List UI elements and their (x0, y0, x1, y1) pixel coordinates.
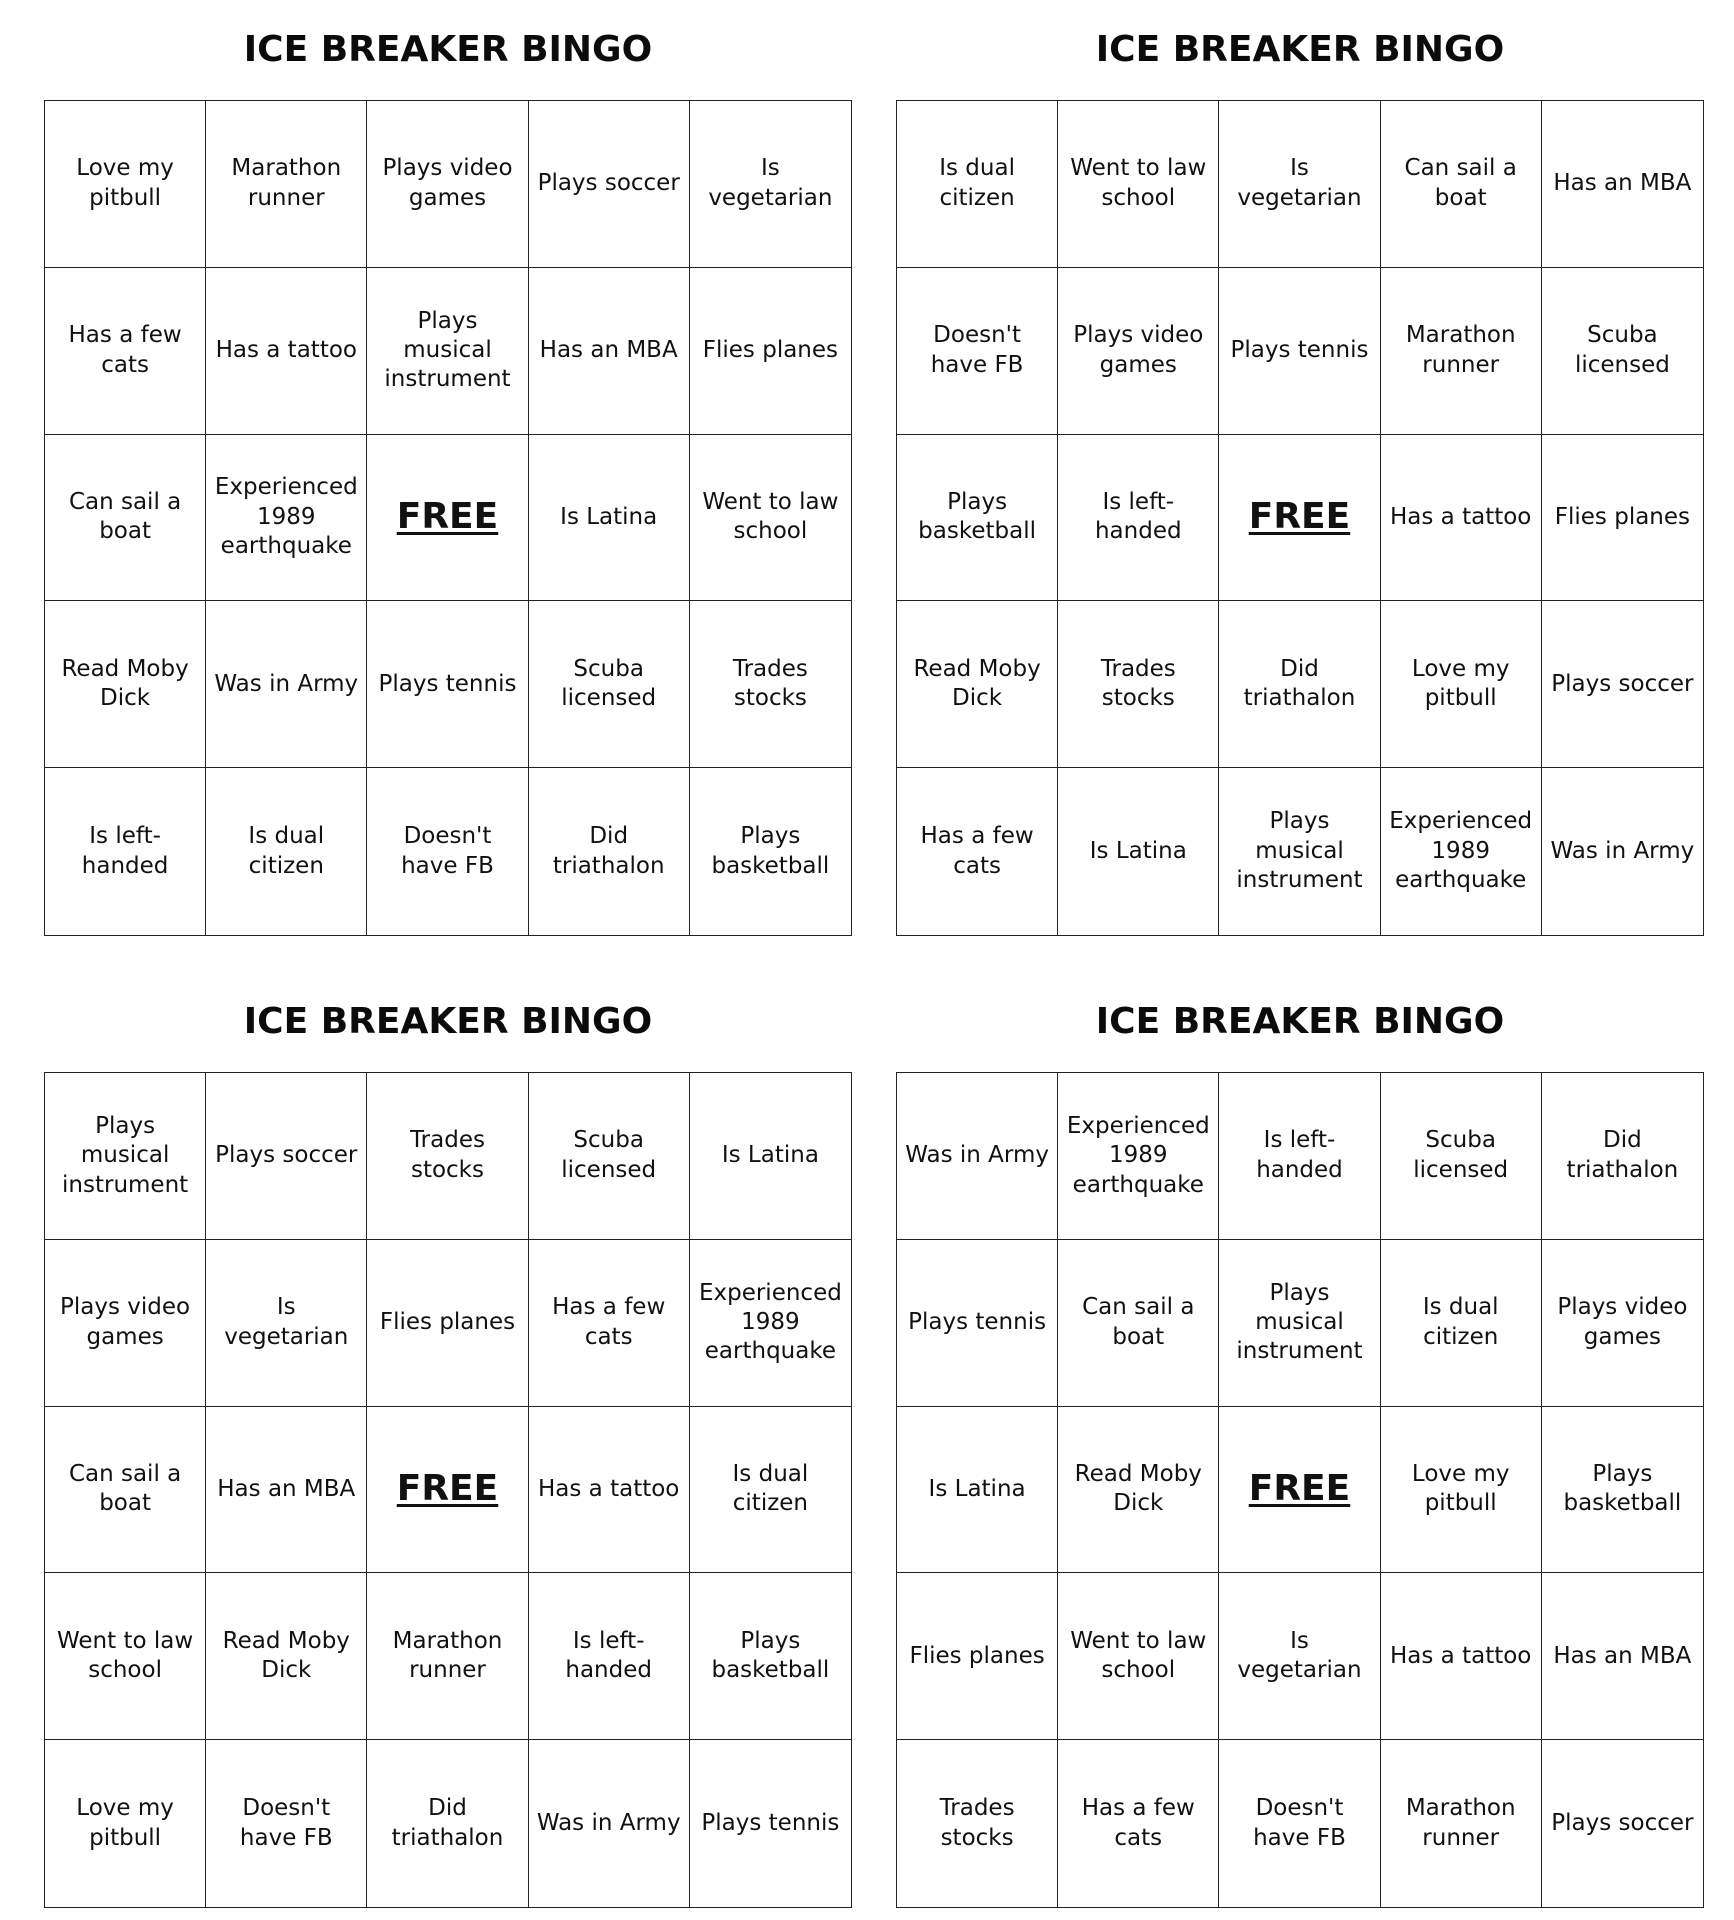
bingo-cell: Has an MBA (529, 268, 690, 435)
bingo-cell: Went to law school (690, 435, 851, 602)
bingo-cell: Doesn't have FB (206, 1740, 367, 1907)
bingo-cell: Trades stocks (1058, 601, 1219, 768)
bingo-cell: Scuba licensed (529, 601, 690, 768)
bingo-cell: Plays basketball (711, 823, 830, 879)
bingo-cell: Love my pitbull (45, 1740, 206, 1907)
bingo-cell: Plays soccer (1542, 601, 1703, 768)
bingo-cell: Plays video games (367, 101, 528, 268)
bingo-cell: Flies planes (897, 1573, 1058, 1740)
bingo-cell: Was in Army (1550, 837, 1695, 864)
bingo-cell: Has a few cats (897, 768, 1058, 935)
bingo-cell: Is vegetarian (1219, 1573, 1380, 1740)
bingo-grid (896, 1072, 1704, 1908)
bingo-cell: Trades stocks (897, 1740, 1058, 1907)
bingo-cell: Is left-handed (1058, 435, 1219, 602)
bingo-cell: Is left-handed (45, 768, 206, 935)
bingo-cell: Plays tennis (1219, 268, 1380, 435)
bingo-cell: Is dual citizen (897, 101, 1058, 268)
bingo-cell: Read Moby Dick (1058, 1407, 1219, 1574)
bingo-cell: Love my pitbull (45, 101, 206, 268)
bingo-cell: Marathon runner (367, 1573, 528, 1740)
bingo-cell: Marathon runner (206, 101, 367, 268)
bingo-cell: Can sail a boat (1381, 101, 1542, 268)
bingo-cell: Has a tattoo (206, 268, 367, 435)
bingo-cell: Trades stocks (690, 601, 851, 768)
bingo-cell: Has a tattoo (1381, 435, 1542, 602)
bingo-cell: Has a few cats (529, 1240, 690, 1407)
bingo-cell: Plays tennis (701, 1809, 840, 1836)
bingo-cell: Scuba licensed (1542, 268, 1703, 435)
bingo-cell: Marathon runner (1381, 1740, 1542, 1907)
bingo-cell: Read Moby Dick (897, 601, 1058, 768)
bingo-cell: Has an MBA (1542, 1573, 1703, 1740)
bingo-cell: Flies planes (367, 1240, 528, 1407)
bingo-cell: Plays video games (1058, 268, 1219, 435)
bingo-cell: Is Latina (529, 435, 690, 602)
bingo-cell: Experienced 1989 earthquake (206, 435, 367, 602)
bingo-cell: Is dual citizen (1381, 1240, 1542, 1407)
bingo-cell: Can sail a boat (1058, 1240, 1219, 1407)
bingo-cell: Was in Army (206, 601, 367, 768)
bingo-cell: Love my pitbull (1381, 1407, 1542, 1574)
card-title: ICE BREAKER BINGO (1095, 1001, 1505, 1042)
bingo-cell: Plays basketball (1542, 1407, 1703, 1574)
bingo-cell: Did triathalon (1542, 1073, 1703, 1240)
bingo-cell: Has a few cats (45, 268, 206, 435)
bingo-cell: Flies planes (690, 268, 851, 435)
bingo-cell: Plays musical instrument (1219, 768, 1380, 935)
bingo-cell: Went to law school (1058, 101, 1219, 268)
bingo-cell: Is dual citizen (690, 1407, 851, 1574)
bingo-cell: Is Latina (690, 1073, 851, 1240)
bingo-cell: Went to law school (45, 1573, 206, 1740)
bingo-cell: Plays musical instrument (1219, 1240, 1380, 1407)
bingo-cell: Went to law school (1058, 1573, 1219, 1740)
bingo-cell: Love my pitbull (1381, 601, 1542, 768)
bingo-cell: Did triathalon (1219, 601, 1380, 768)
bingo-cell: Can sail a boat (45, 435, 206, 602)
bingo-cell: Doesn't have FB (1219, 1740, 1380, 1907)
bingo-grid (896, 100, 1704, 936)
bingo-cell: Was in Army (897, 1073, 1058, 1240)
bingo-cell: Plays video games (45, 1240, 206, 1407)
bingo-cell: Is dual citizen (206, 768, 367, 935)
bingo-cell: Is Latina (897, 1407, 1058, 1574)
bingo-cell: Read Moby Dick (45, 601, 206, 768)
bingo-cell: Experienced 1989 earthquake (690, 1240, 851, 1407)
card-title: ICE BREAKER BINGO (243, 29, 653, 70)
bingo-cell: Plays basketball (690, 1573, 851, 1740)
bingo-grid (44, 100, 852, 936)
card-title: ICE BREAKER BINGO (243, 1001, 653, 1042)
bingo-cell: Plays musical instrument (45, 1073, 206, 1240)
bingo-cell: Plays tennis (897, 1240, 1058, 1407)
free-space: FREE (367, 435, 528, 602)
bingo-cell: Is left-handed (529, 1573, 690, 1740)
bingo-cell: Plays soccer (206, 1073, 367, 1240)
bingo-cell: Has an MBA (206, 1407, 367, 1574)
bingo-cell: Plays basketball (897, 435, 1058, 602)
bingo-cell: Did triathalon (529, 768, 690, 935)
free-space: FREE (367, 1407, 528, 1574)
bingo-card-4 (896, 982, 1704, 1851)
bingo-cell: Is left-handed (1219, 1073, 1380, 1240)
bingo-cell: Has a tattoo (1381, 1573, 1542, 1740)
bingo-cell: Read Moby Dick (206, 1573, 367, 1740)
bingo-cell: Plays tennis (367, 601, 528, 768)
bingo-cell: Doesn't have FB (897, 268, 1058, 435)
bingo-cell: Can sail a boat (45, 1407, 206, 1574)
bingo-cell: Trades stocks (367, 1073, 528, 1240)
bingo-card-1 (44, 10, 852, 879)
bingo-cell: Is Latina (1058, 768, 1219, 935)
free-space: FREE (1219, 1407, 1380, 1574)
bingo-cell: Experienced 1989 earthquake (1381, 768, 1542, 935)
card-title: ICE BREAKER BINGO (1095, 29, 1505, 70)
bingo-cell: Was in Army (529, 1740, 690, 1907)
bingo-cell: Plays soccer (529, 101, 690, 268)
bingo-cell: Is vegetarian (690, 101, 851, 268)
bingo-grid (44, 1072, 852, 1908)
bingo-card-2 (896, 10, 1704, 894)
bingo-cell: Experienced 1989 earthquake (1058, 1073, 1219, 1240)
bingo-card-3 (44, 982, 852, 1851)
bingo-cell: Has an MBA (1542, 101, 1703, 268)
bingo-cell: Has a tattoo (529, 1407, 690, 1574)
bingo-cell: Doesn't have FB (367, 768, 528, 935)
bingo-cell: Marathon runner (1381, 268, 1542, 435)
free-space: FREE (1219, 435, 1380, 602)
bingo-cell: Has a few cats (1058, 1740, 1219, 1907)
bingo-cell: Is vegetarian (1219, 101, 1380, 268)
bingo-cell: Did triathalon (367, 1740, 528, 1907)
bingo-cell: Plays musical instrument (367, 268, 528, 435)
bingo-cell: Is vegetarian (206, 1240, 367, 1407)
bingo-cell: Plays soccer (1551, 1809, 1694, 1836)
bingo-cell: Plays video games (1542, 1240, 1703, 1407)
bingo-cell: Scuba licensed (529, 1073, 690, 1240)
bingo-cell: Flies planes (1542, 435, 1703, 602)
bingo-cell: Scuba licensed (1381, 1073, 1542, 1240)
